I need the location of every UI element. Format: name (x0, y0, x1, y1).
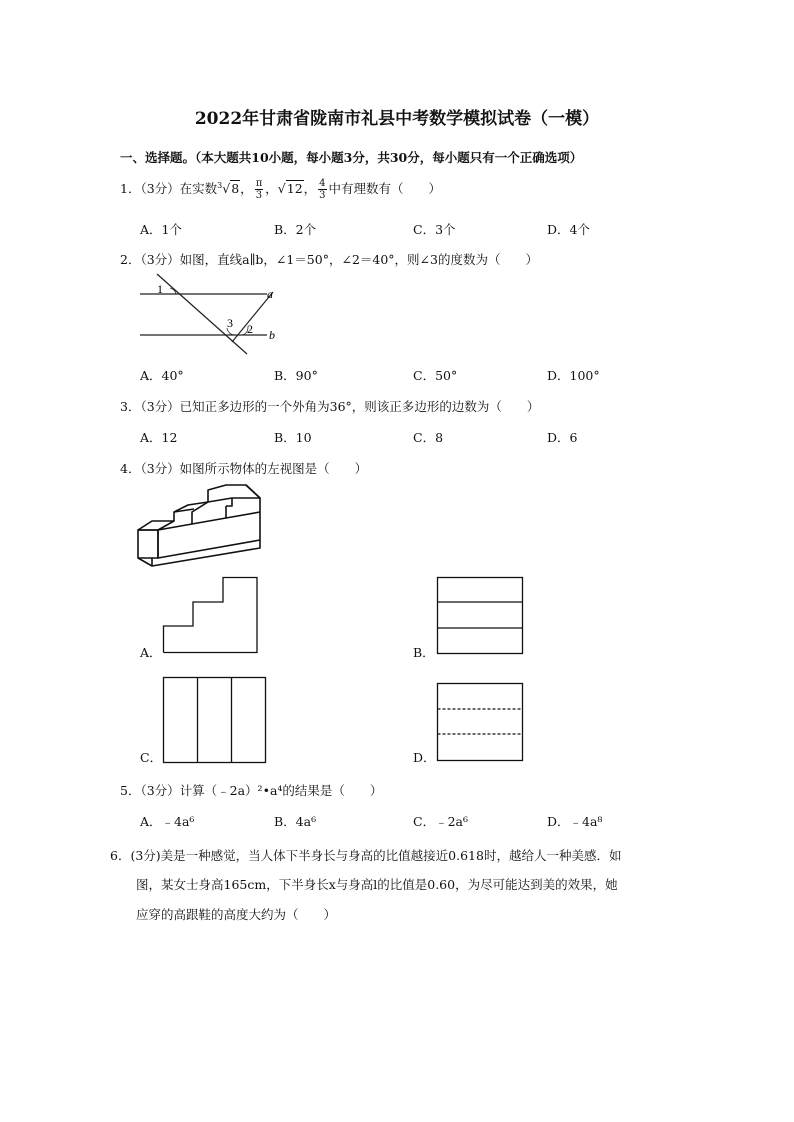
label-angle-2: 2 (247, 322, 253, 336)
label-angle-3: 3 (227, 316, 233, 330)
sep: ， (303, 181, 317, 196)
q2-option-a: A．40° (140, 368, 184, 383)
sqrt-12: √12 (277, 181, 303, 196)
q4-option-c-figure (163, 677, 266, 763)
q4-option-a-figure (163, 577, 258, 653)
question-4: 4．（3分）如图所示物体的左视图是（ ） (120, 461, 368, 476)
question-6-line-1: 6．(3分)美是一种感觉，当人体下半身长与身高的比值越接近0.618时，越给人一种美感．如 (110, 848, 622, 863)
frac-numerator: π (255, 178, 263, 189)
page-title: 2022年甘肃省陇南市礼县中考数学模拟试卷（一模） (194, 109, 600, 129)
q1-suffix: 中有理数有（ ） (328, 181, 442, 196)
question-6-line-2: 图，某女士身高165cm，下半身长x与身高l的比值是0.60，为尽可能达到美的效果，她 (136, 877, 618, 892)
question-3: 3．（3分）已知正多边形的一个外角为36°，则该正多边形的边数为（ ） (120, 399, 540, 414)
cube-root-index: 3 (217, 180, 223, 190)
cube-root-8: $^3$√8 (217, 180, 240, 196)
q1-option-c: C．3个 (413, 222, 456, 237)
cube-root-body: 8 (231, 181, 240, 196)
q3-option-c: C．8 (413, 430, 444, 445)
staircase-solid-figure (136, 484, 266, 568)
q4-option-a-label: A． (140, 645, 162, 660)
q1-prefix: 1．（3分）在实数 (120, 181, 218, 196)
question-2: 2．（3分）如图，直线a∥b，∠1＝50°，∠2＝40°，则∠3的度数为（ ） (120, 252, 538, 267)
q1-option-d: D．4个 (547, 222, 590, 237)
question-6-line-3: 应穿的高跟鞋的高度大约为（ ） (136, 907, 337, 922)
q3-option-a: A．12 (140, 430, 178, 445)
label-line-a: a (267, 287, 273, 301)
fraction-4-over-3 (318, 178, 326, 201)
sqrt-body: 12 (286, 181, 303, 196)
q4-option-c-label: C． (140, 750, 163, 765)
sep: ， (240, 181, 253, 196)
q4-option-d-label: D． (413, 750, 436, 765)
q5-option-c: C．﹣2a⁶ (413, 814, 468, 829)
q5-option-b: B．4a⁶ (274, 814, 317, 829)
frac-denominator: 3 (319, 190, 326, 201)
frac-denominator: 3 (255, 190, 263, 201)
sep: ， (265, 181, 278, 196)
section-heading: 一、选择题。（本大题共10小题，每小题3分，共30分，每小题只有一个正确选项） (120, 150, 583, 165)
q1-option-b: B．2个 (274, 222, 317, 237)
label-line-b: b (269, 328, 275, 342)
fraction-pi-over-3 (255, 178, 264, 201)
label-angle-1: 1 (157, 282, 163, 296)
q2-option-d: D．100° (547, 368, 600, 383)
frac-numerator: 4 (319, 178, 326, 189)
q5-option-d: D．﹣4a⁸ (547, 814, 603, 829)
q2-option-b: B．90° (274, 368, 318, 383)
q4-option-b-figure (437, 577, 523, 654)
q5-option-a: A．﹣4a⁶ (140, 814, 195, 829)
question-1 (120, 178, 441, 201)
q1-option-a: A．1个 (140, 222, 182, 237)
q2-option-c: C．50° (413, 368, 458, 383)
q4-option-b-label: B． (413, 645, 435, 660)
q3-option-d: D．6 (547, 430, 578, 445)
q4-option-d-figure (437, 683, 523, 761)
question-5: 5．（3分）计算（﹣2a）²•a⁴的结果是（ ） (120, 783, 383, 798)
parallel-lines-figure (135, 272, 285, 362)
q3-option-b: B．10 (274, 430, 312, 445)
